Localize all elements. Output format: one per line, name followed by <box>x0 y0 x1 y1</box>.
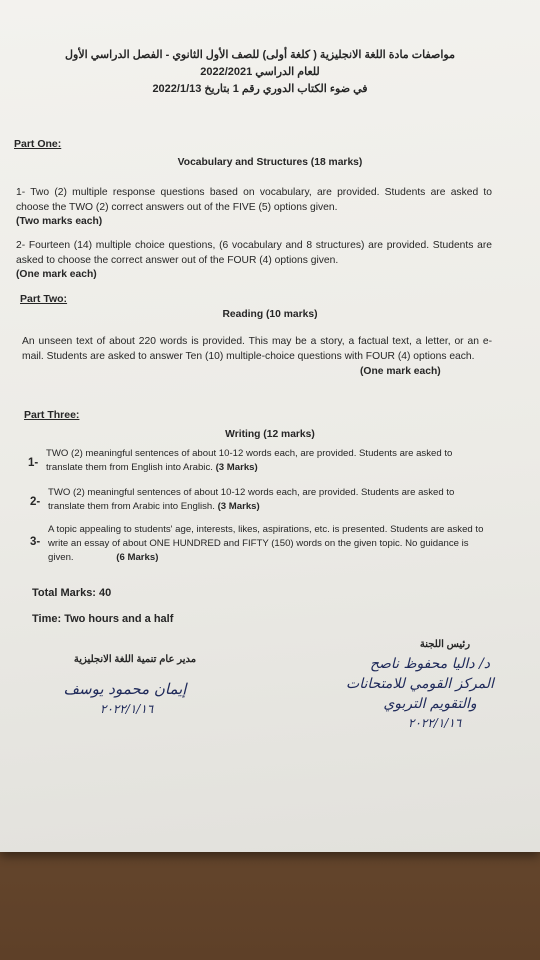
part-two-heading: Part Two: <box>20 293 68 305</box>
writing-item-3-number: 3- <box>30 536 41 548</box>
right-signature-line-3: والتقويم التربوي <box>383 696 477 712</box>
header-reference: في ضوء الكتاب الدوري رقم 1 بتاريخ 2022/1/13 <box>152 83 368 95</box>
right-signature-line-2: المركز القومي للامتحانات <box>346 676 494 692</box>
writing-item-2-marks: (3 Marks) <box>217 501 260 512</box>
part-one-item-2 <box>16 238 492 268</box>
header-year: للعام الدراسي 2022/2021 <box>200 66 320 78</box>
part-two-marks: (One mark each) <box>360 366 441 377</box>
writing-item-2 <box>48 486 488 514</box>
writing-item-3 <box>48 523 492 565</box>
writing-item-3-marks: (6 Marks) <box>116 552 159 563</box>
part-one-item-1-marks: (Two marks each) <box>16 216 103 227</box>
writing-item-2-text: TWO (2) meaningful sentences of about 10-12 words each, are provided. Students are asked to translate them from Arabic into English. <box>48 487 455 512</box>
writing-item-1-number: 1- <box>28 457 39 469</box>
part-one-title: Vocabulary and Structures (18 marks) <box>177 157 363 168</box>
part-two-text: An unseen text of about 220 words is provided. This may be a story, a factual text, a letter, or an e-mail. Students are asked to answer Ten (10) multiple-choice questions with FOUR (4) options each. <box>22 336 492 362</box>
left-signature-name: إيمان محمود يوسف <box>63 680 187 698</box>
writing-item-3-text: A topic appealing to students' age, interests, likes, aspirations, etc. is presented. Students are asked to write an essay of about ONE HUNDRED and FIFTY (150) words on the given topic. No guidance is given. <box>48 524 484 563</box>
exam-time: Time: Two hours and a half <box>32 613 174 625</box>
writing-item-1 <box>46 447 486 475</box>
part-one-item-1 <box>16 185 492 215</box>
right-signature-date: ٢٠٢٢/١/١٦ <box>408 716 462 730</box>
total-marks: Total Marks: 40 <box>32 587 112 599</box>
part-one-heading: Part One: <box>14 138 62 150</box>
right-signatory-title: رئيس اللجنة <box>419 639 471 650</box>
writing-item-1-marks: (3 Marks) <box>215 462 258 473</box>
writing-item-1-text: TWO (2) meaningful sentences of about 10-12 words each, are provided. Students are asked to translate them from English into Arabic. <box>46 448 453 473</box>
left-signature-date: ٢٠٢٢/١/١٦ <box>100 702 154 716</box>
part-one-item-2-marks: (One mark each) <box>16 269 97 280</box>
part-one-item-2-text: 2- Fourteen (14) multiple choice questions, (6 vocabulary and 8 structures) are provided. Students are asked to choose the correct answer out of the FOUR (4) options given. <box>16 240 492 266</box>
writing-item-2-number: 2- <box>30 496 41 508</box>
part-one-item-1-text: 1- Two (2) multiple response questions based on vocabulary, are provided. Students are asked to choose the TWO (2) correct answers out of the FIVE (5) options given. <box>16 187 492 213</box>
part-three-heading: Part Three: <box>24 409 80 421</box>
header-title: مواصفات مادة اللغة الانجليزية ( كلغة أولى) للصف الأول الثانوي - الفصل الدراسي الأول <box>65 49 455 61</box>
part-three-title: Writing (12 marks) <box>225 429 315 440</box>
part-two-title: Reading (10 marks) <box>222 309 318 320</box>
left-signatory-title: مدير عام تنمية اللغة الانجليزية <box>73 654 197 665</box>
right-signature-line-1: د/ داليا محفوظ ناصح <box>369 656 491 672</box>
